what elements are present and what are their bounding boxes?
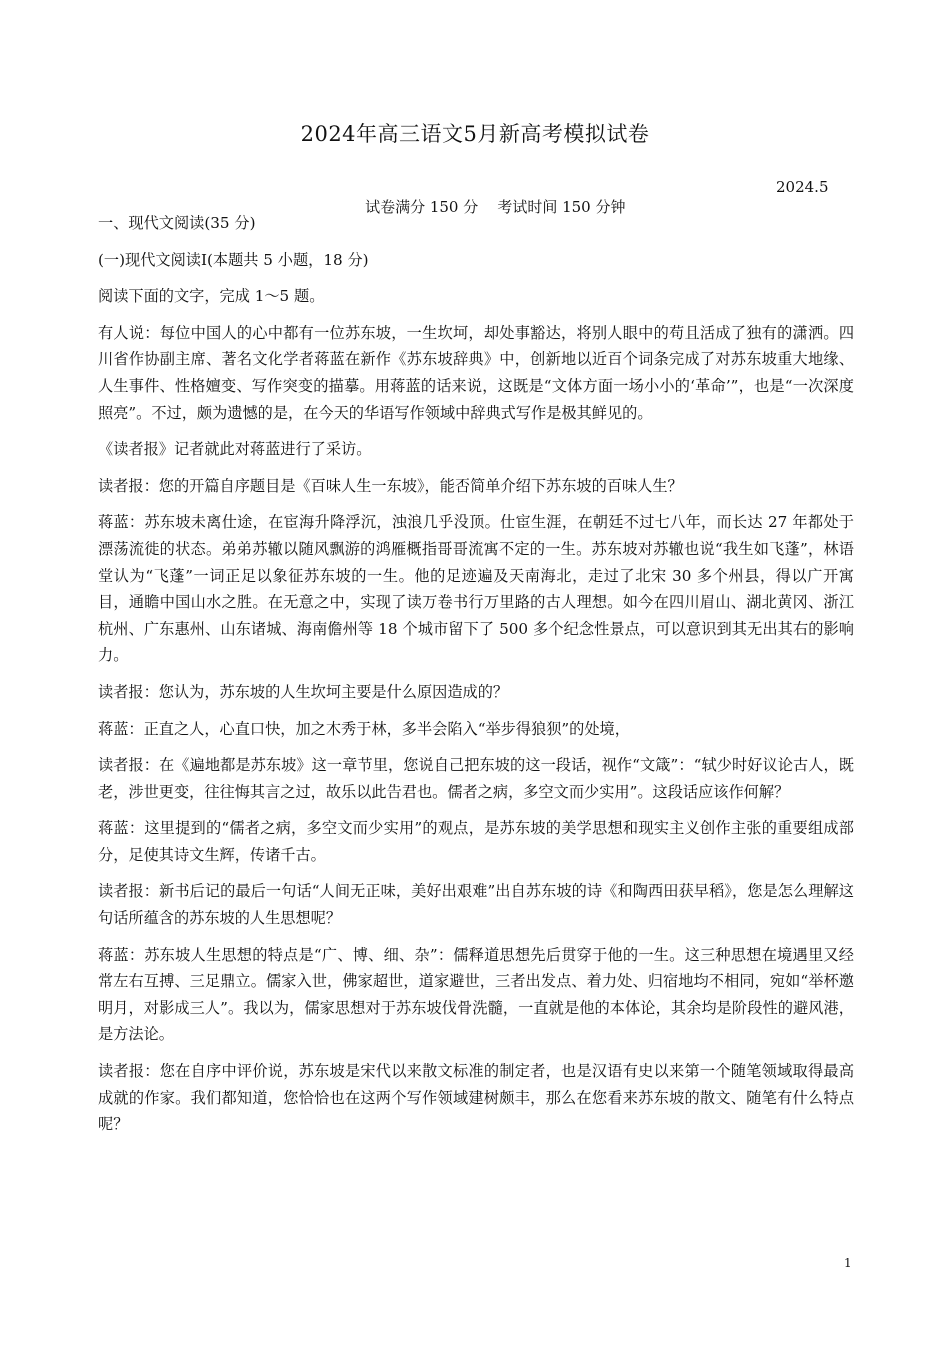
page-number: 1 (844, 1256, 852, 1270)
exam-content (98, 210, 854, 1148)
passage-paragraph: 有人说：每位中国人的心中都有一位苏东坡，一生坎坷，却处事豁达，将别人眼中的苟且活成了独有的潇洒。四川省作协副主席、著名文化学者蒋蓝在新作《苏东坡辞典》中，创新地以近百个词条完成了对苏东坡重大地缘、人生事件、性格嬗变、写作突变的描摹。用蒋蓝的话来说，这既是“文体方面一场小小的‘革命’”，也是“一次深度照亮”。不过，颇为遗憾的是，在今天的华语写作领域中辞典式写作是极其鲜见的。 (98, 323, 854, 422)
passage-paragraph: 读者报：您在自序中评价说，苏东坡是宋代以来散文标准的制定者，也是汉语有史以来第一个随笔领域取得最高成就的作家。我们都知道，您恰恰也在这两个写作领域建树颇丰，那么在您看来苏东坡的散文、随笔有什么特点呢？ (98, 1062, 854, 1134)
passage-paragraph: 读者报：在《遍地都是苏东坡》这一章节里，您说自己把东坡的这一段话，视作“文箴”：“轼少时好议论古人，既老，涉世更变，往往悔其言之过，故乐以此告君也。儒者之病，多空文而少实用”。这段话应该作何解？ (98, 756, 854, 801)
passage-paragraph: 蒋蓝：苏东坡未离仕途，在宦海升降浮沉，浊浪几乎没顶。仕宦生涯，在朝廷不过七八年，而长达 27 年都处于漂荡流徙的状态。弟弟苏辙以随风飘游的鸿雁概指哥哥流寓不定的一生。苏东坡对苏辙也说“我生如飞蓬”，林语堂认为“飞蓬”一词正足以象征苏东坡的一生。他的足迹遍及天南海北，走过了北宋 30 多个州县，得以广开寓目，通瞻中国山水之胜。在无意之中，实现了读万卷书行万里路的古人理想。如今在四川眉山、湖北黄冈、浙江杭州、广东惠州、山东诸城、海南儋州等 18 个城市留下了 500 多个纪念性景点，可以意识到其无出其右的影响力。 (98, 513, 854, 665)
exam-title: 2024年高三语文5月新高考模拟试卷 (300, 122, 650, 146)
exam-date: 2024.5 (776, 178, 829, 196)
section-heading: 一、现代文阅读(35 分) (98, 214, 256, 232)
passage-paragraph: 《读者报》记者就此对蒋蓝进行了采访。 (98, 440, 372, 459)
passage-paragraph: 读者报：您的开篇自序题目是《百味人生一东坡》，能否简单介绍下苏东坡的百味人生？ (98, 476, 683, 495)
passage-paragraph: 蒋蓝：正直之人，心直口快，加之木秀于林，多半会陷入“举步得狼狈”的处境， (98, 719, 630, 738)
passage-paragraph: 蒋蓝：苏东坡人生思想的特点是“广、博、细、杂”：儒释道思想先后贯穿于他的一生。这三种思想在境遇里又经常左右互搏、三足鼎立。儒家入世，佛家超世，道家避世，三者出发点、着力处、归宿地均不相同，宛如“举杯邀明月，对影成三人”。我以为，儒家思想对于苏东坡伐骨洗髓，一直就是他的本体论，其余均是阶段性的避风港，是方法论。 (98, 945, 854, 1044)
passage-paragraph: 蒋蓝：这里提到的“儒者之病，多空文而少实用”的观点，是苏东坡的美学思想和现实主义创作主张的重要组成部分，足使其诗文生辉，传诸千古。 (98, 819, 854, 864)
reading-instruction: 阅读下面的文字，完成 1～5 题。 (98, 287, 325, 306)
passage-paragraph: 读者报：您认为，苏东坡的人生坎坷主要是什么原因造成的？ (98, 682, 509, 701)
exam-score-time: 试卷满分 150 分 考试时间 150 分钟 (365, 198, 626, 216)
passage-paragraph: 读者报：新书后记的最后一句话“人间无正味，美好出艰难”出自苏东坡的诗《和陶西田获早稻》，您是怎么理解这句话所蕴含的苏东坡的人生思想呢？ (98, 882, 854, 928)
subsection-heading: (一)现代文阅读Ⅰ(本题共 5 小题，18 分) (98, 250, 369, 269)
